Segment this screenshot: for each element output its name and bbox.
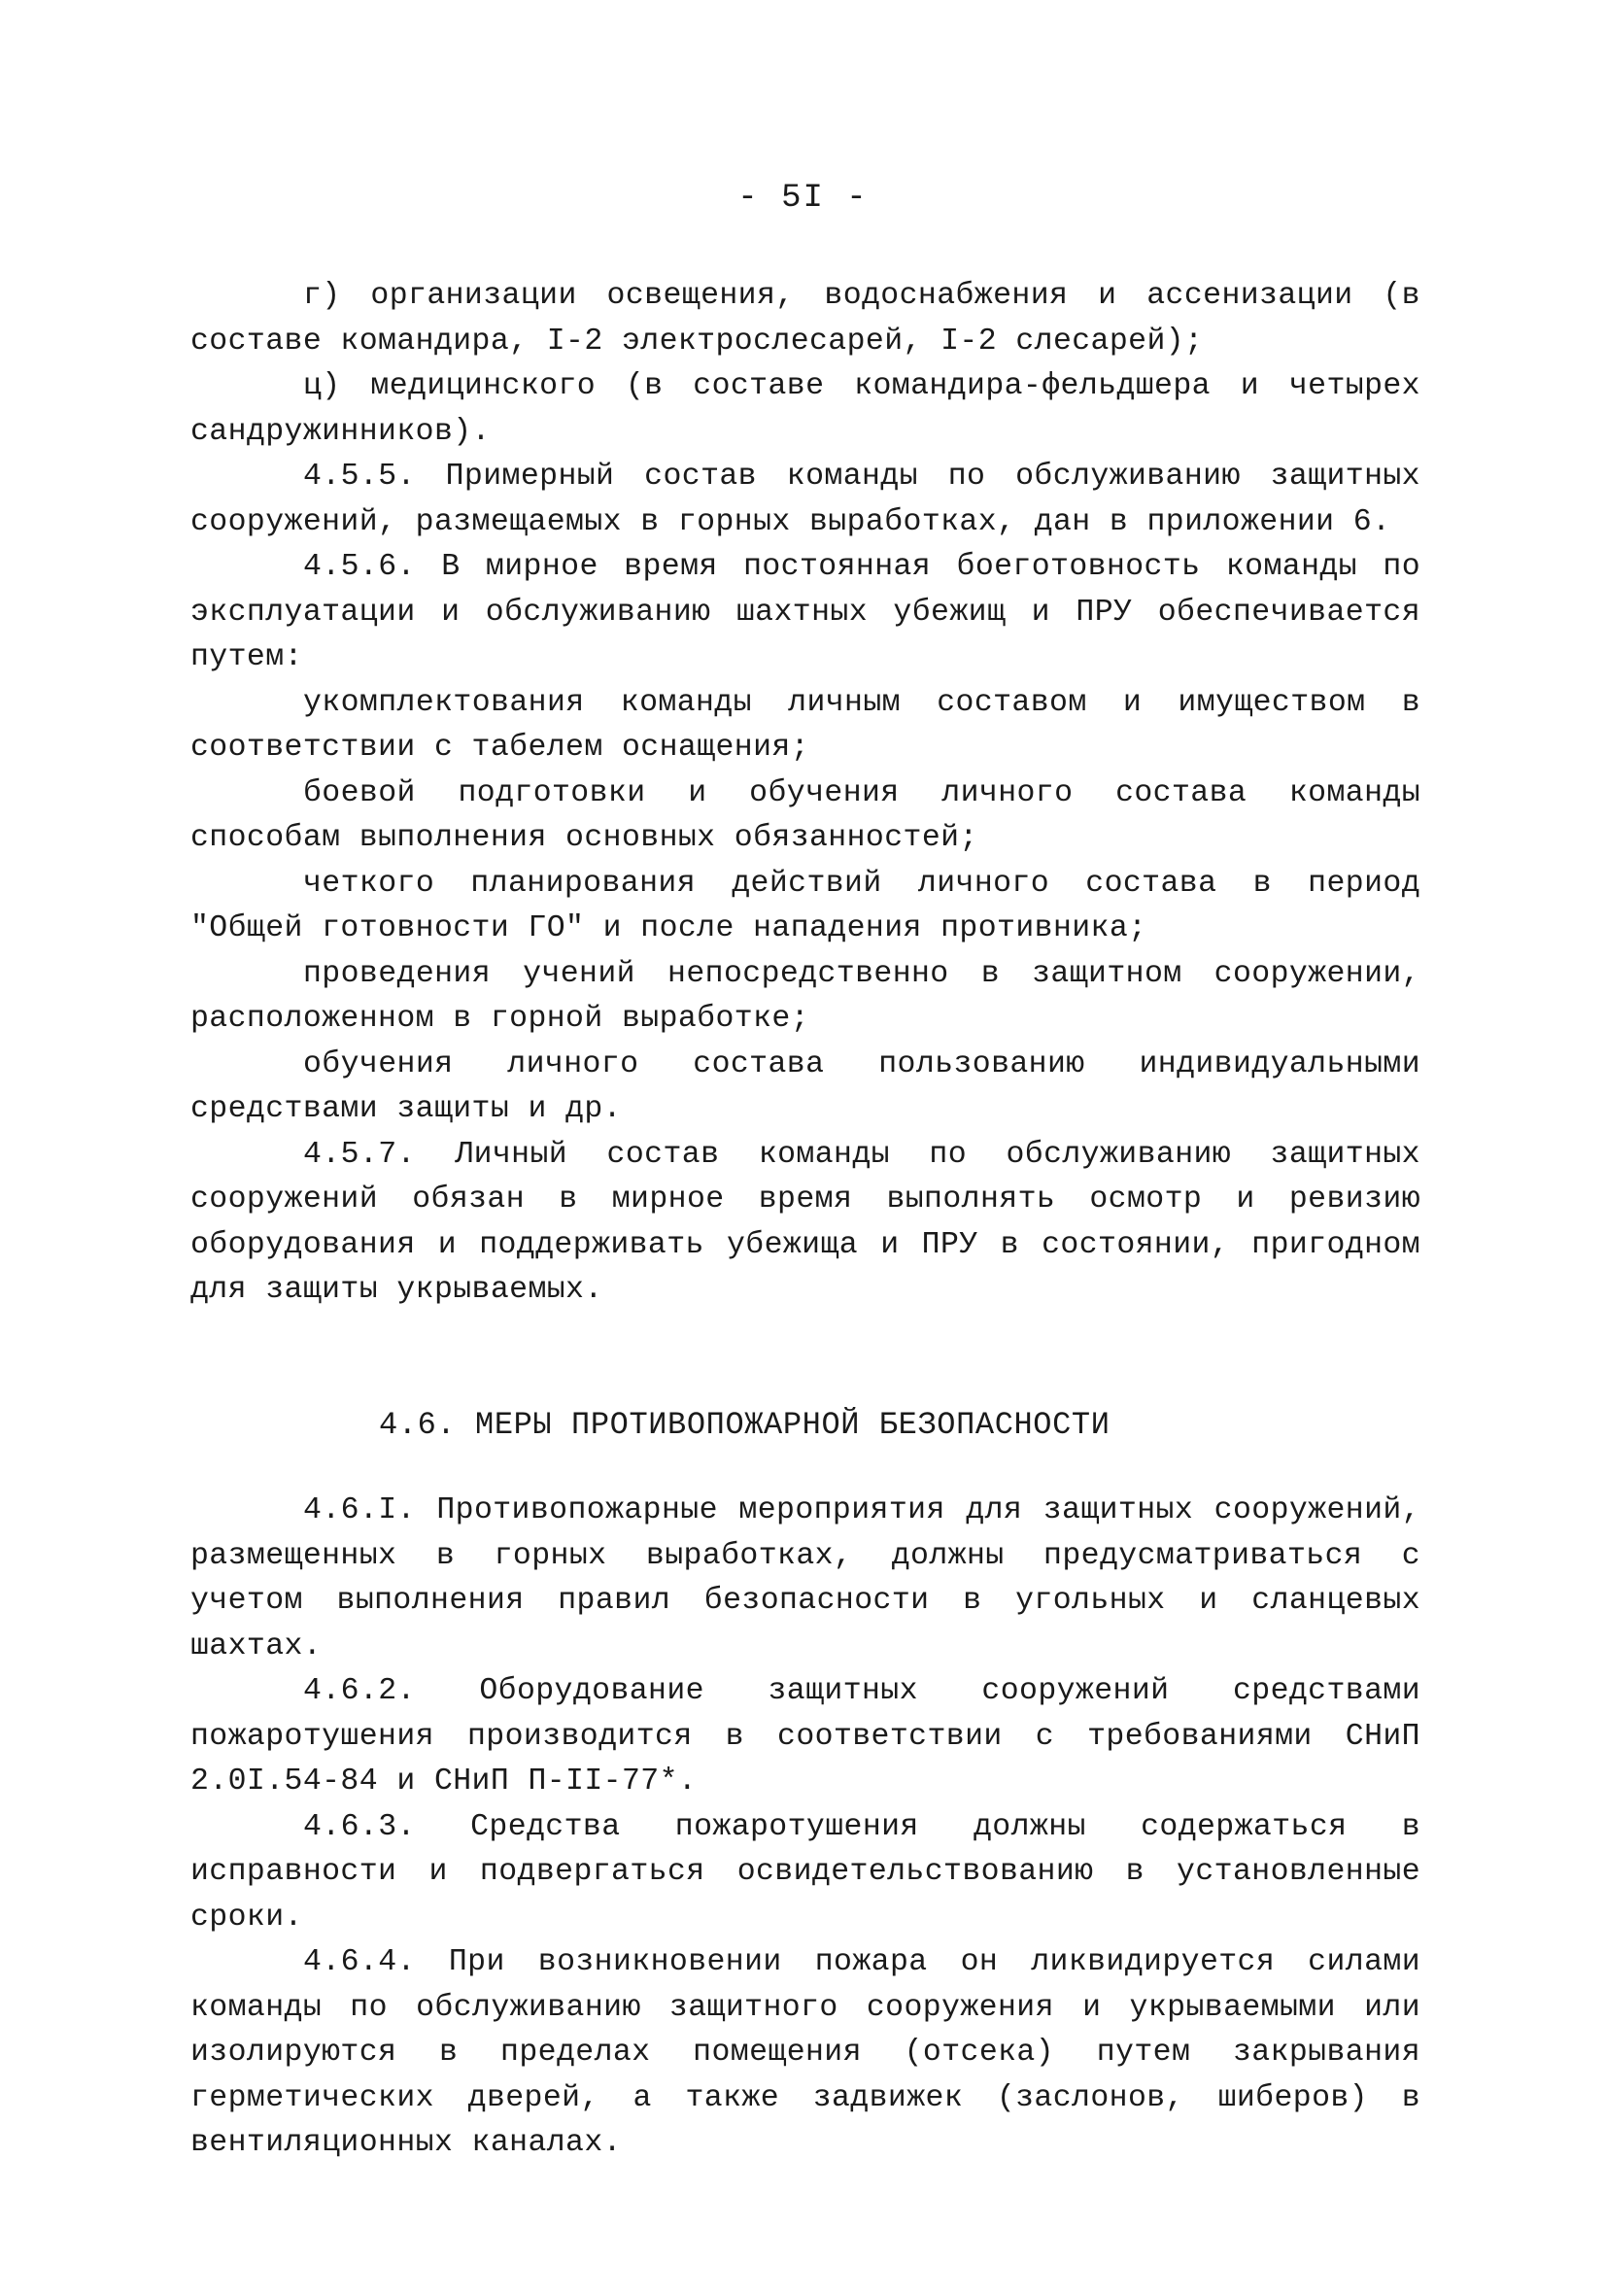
paragraph-4-5-5: 4.5.5. Примерный состав команды по обслуживанию защитных сооружений, размещаемых в горных выработках, дан в приложении 6. (190, 460, 1420, 539)
paragraph-4-6-1: 4.6.I. Противопожарные мероприятия для защитных сооружений, размещенных в горных выработках, должны предусматриваться с учетом выполнения правил безопасности в угольных и сланцевых шахтах. (190, 1493, 1420, 1663)
list-item-training: боевой подготовки и обучения личного состава команды способам выполнения основных обязанностей; (190, 775, 1420, 855)
paragraph-4-5-6: 4.5.6. В мирное время постоянная боеготовность команды по эксплуатации и обслуживанию шахтных убежищ и ПРУ обеспечивается путем: (190, 550, 1420, 674)
section-4-5-body (190, 274, 1420, 1314)
paragraph-4-6-2: 4.6.2. Оборудование защитных сооружений средствами пожаротушения производится в соответствии с требованиями СНиП 2.0I.54-84 и СНиП П-II-77*. (190, 1674, 1420, 1799)
list-item-planning: четкого планирования действий личного состава в период "Общей готовности ГО" и после нападения противника; (190, 866, 1420, 945)
paragraph-item-ts: ц) медицинского (в составе командира-фельдшера и четырех сандружинников). (190, 369, 1420, 449)
page-number: - 5I - (737, 180, 869, 217)
paragraph-4-6-3: 4.6.3. Средства пожаротушения должны содержаться в исправности и подвергаться освидетельствованию в установленные сроки. (190, 1809, 1420, 1935)
list-item-staffing: укомплектования команды личным составом и имуществом в соответствии с табелем оснащения; (190, 685, 1420, 765)
paragraph-4-5-7: 4.5.7. Личный состав команды по обслуживанию защитных сооружений обязан в мирное время выполнять осмотр и ревизию оборудования и поддерживать убежища и ПРУ в состоянии, пригодном для защиты укрываемых. (190, 1137, 1420, 1307)
section-heading-4-6: 4.6. МЕРЫ ПРОТИВОПОЖАРНОЙ БЕЗОПАСНОСТИ (379, 1407, 1111, 1443)
section-4-6-body (190, 1489, 1420, 2167)
list-item-protection-training: обучения личного состава пользованию индивидуальными средствами защиты и др. (190, 1046, 1420, 1126)
list-item-exercises: проведения учений непосредственно в защитном сооружении, расположенном в горной выработке; (190, 956, 1420, 1036)
paragraph-item-g: г) организации освещения, водоснабжения и ассенизации (в составе командира, I-2 электрослесарей, I-2 слесарей); (190, 279, 1420, 359)
paragraph-4-6-4: 4.6.4. При возникновении пожара он ликвидируется силами команды по обслуживанию защитного сооружения и укрываемыми или изолируются в пределах помещения (отсека) путем закрывания герметических дверей, а также задвижек (заслонов, шиберов) в вентиляционных каналах. (190, 1945, 1420, 2160)
